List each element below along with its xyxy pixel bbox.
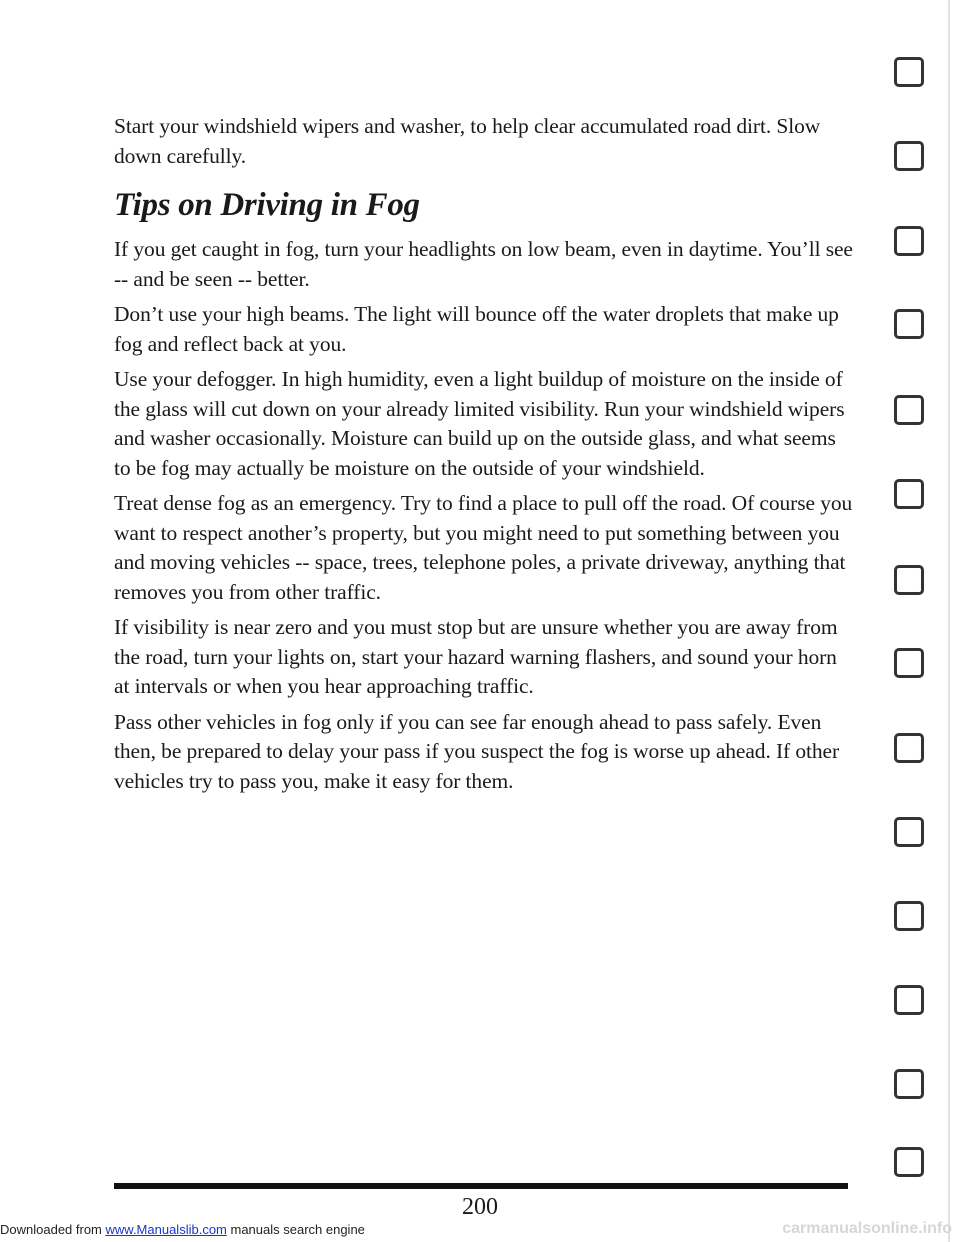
section-tab [894, 395, 924, 425]
section-tab [894, 479, 924, 509]
page-edge-line [948, 0, 950, 1242]
section-tab [894, 226, 924, 256]
section-tab [894, 648, 924, 678]
section-tab [894, 565, 924, 595]
section-tab [894, 141, 924, 171]
paragraph-high-beams: Don’t use your high beams. The light will bounce off the water droplets that make up fog and reflect back at you. [114, 302, 839, 356]
paragraph-defogger: Use your defogger. In high humidity, even a light buildup of moisture on the inside of the glass will cut down on your already limited visibility. Run your windshield wipers and washer occasionally. Moisture can build up on the outside glass, and what seems to be fog may actually be moisture on the outside of your windshield. [114, 367, 845, 480]
manualslib-link[interactable]: www.Manualslib.com [105, 1222, 227, 1237]
section-tab [894, 817, 924, 847]
paragraph-visibility: If visibility is near zero and you must stop but are unsure whether you are away from the road, turn your lights on, start your hazard warning flashers, and sound your horn at intervals or when you hear approaching traffic. [114, 615, 838, 698]
section-tab-column [894, 0, 934, 1242]
section-tab [894, 1069, 924, 1099]
footer-suffix: manuals search engine [226, 1222, 365, 1237]
paragraph-passing: Pass other vehicles in fog only if you can see far enough ahead to pass safely. Even then, be prepared to delay your pass if you suspect the fog is worse up ahead. If other vehicles try to pass you, make it easy for them. [114, 709, 840, 793]
footer-prefix: Downloaded from [0, 1222, 106, 1237]
section-tab [894, 57, 924, 87]
section-tab [894, 309, 924, 339]
paragraph-low-beam: If you get caught in fog, turn your headlights on low beam, even in daytime. You’ll see -- and be seen -- better. [114, 237, 853, 291]
download-footer [0, 1222, 365, 1238]
section-tab [894, 1147, 924, 1177]
intro-paragraph: Start your windshield wipers and washer, to help clear accumulated road dirt. Slow down carefully. [114, 114, 821, 168]
page-number: 200 [462, 1194, 498, 1220]
footer-rule [114, 1183, 848, 1189]
section-tab [894, 733, 924, 763]
page-content [114, 112, 854, 802]
section-tab [894, 901, 924, 931]
section-heading: Tips on Driving in Fog [114, 187, 420, 223]
paragraph-emergency: Treat dense fog as an emergency. Try to find a place to pull off the road. Of course you want to respect another’s property, but you might need to put something between you and moving vehicles -- space, trees, telephone poles, a private driveway, anything that removes you from other traffic. [114, 491, 853, 604]
watermark: carmanualsonline.info [782, 1220, 952, 1237]
section-tab [894, 985, 924, 1015]
